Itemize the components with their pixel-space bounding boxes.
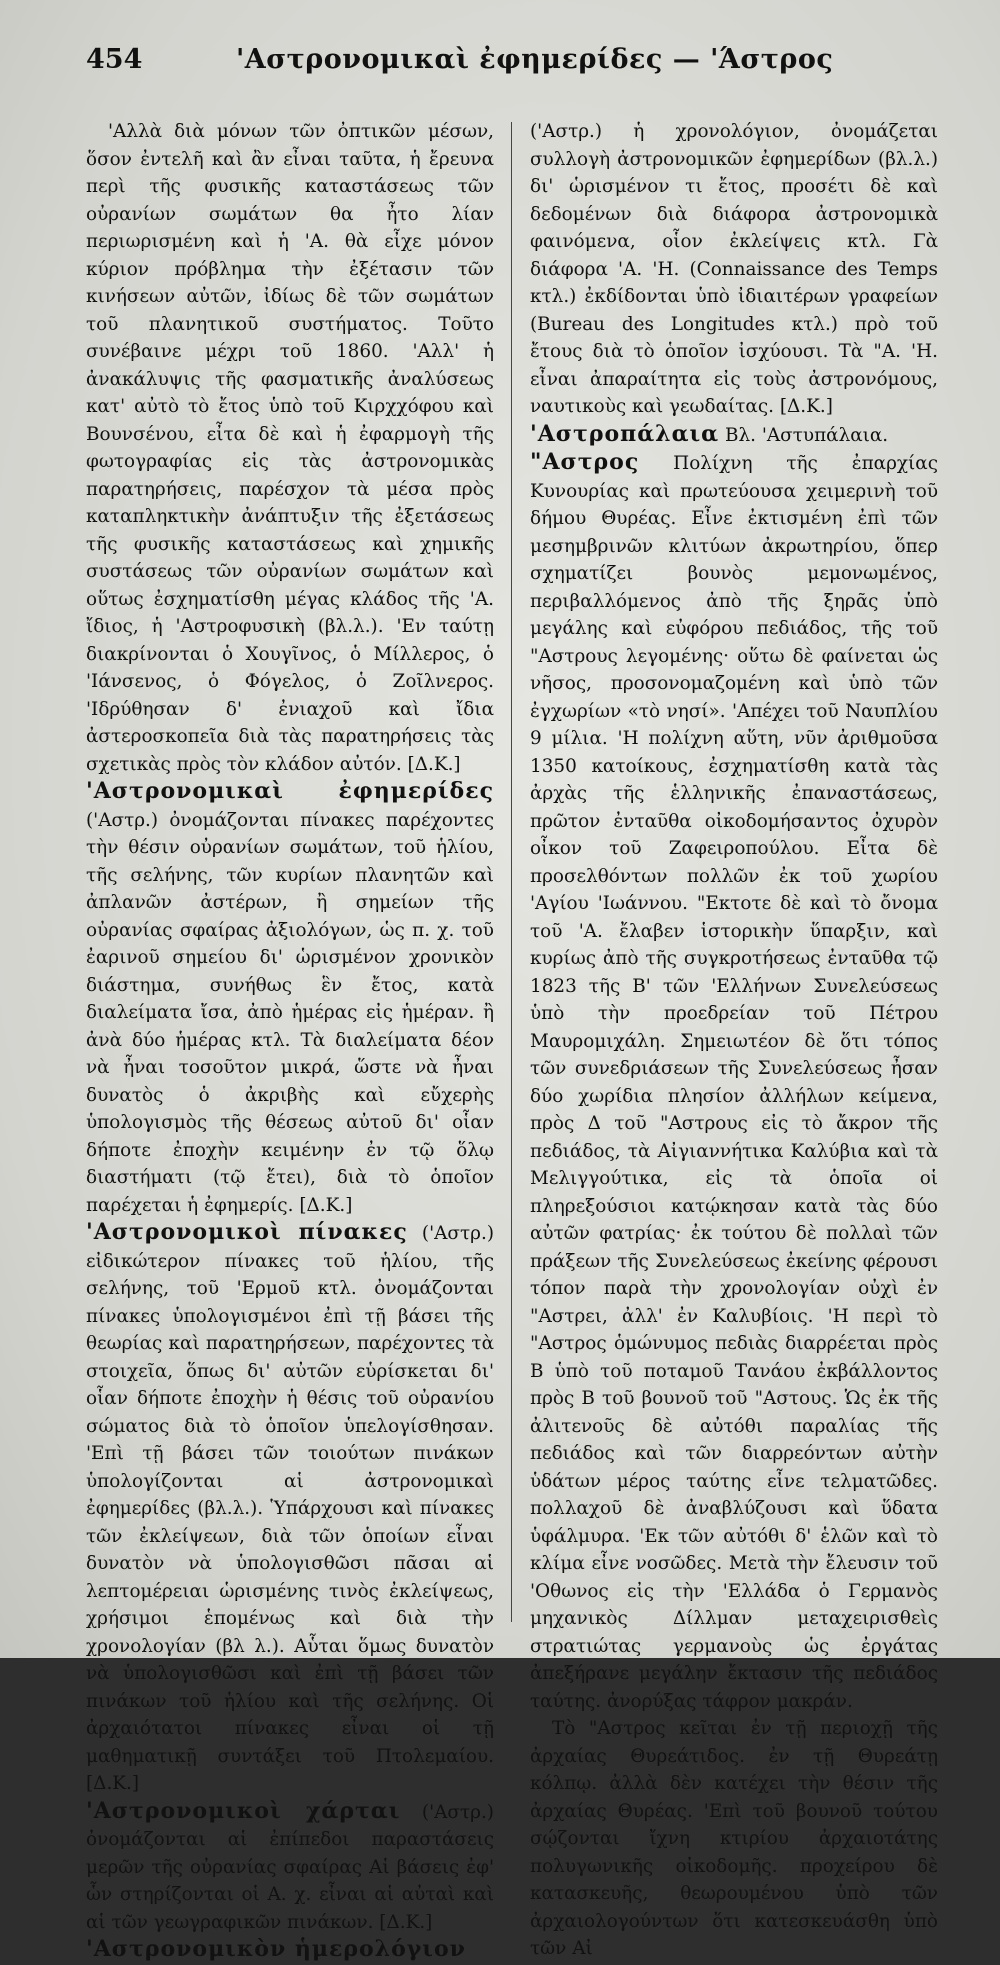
author-signature: [Δ.Κ.] [379, 1911, 433, 1933]
running-head: 'Αστρονομικαὶ ἐφημερίδες — 'Άστρος [236, 44, 834, 75]
entry-headword: 'Αστρονομικὸν ἡμερολόγιον [86, 1936, 466, 1962]
entry-text: Πολίχνη τῆς ἐπαρχίας Κυνουρίας καὶ πρωτεύουσα χειμερινὴ τοῦ δήμου Θυρέας. Εἶνε ἐκτισμένη ἐπὶ τῶν μεσημβρινῶν κλιτύων ἀκρωτηρίου, ὅπερ σχηματίζει βουνὸς μεμονωμένος, περιβαλλόμενος ἀπὸ τῆς ξηρᾶς ὑπὸ μεγάλης καὶ εὐφόρου πεδιάδος, τῆς τοῦ "Αστρους λεγομένης· οὕτω δὲ φαίνεται ὡς νῆσος, προσονομαζομένη καὶ ὑπὸ τῶν ἐγχωρίων «τὸ νησί». 'Απέχει τοῦ Ναυπλίου 9 μίλια. 'Η πολίχνη αὕτη, νῦν ἀριθμοῦσα 1350 κατοίκους, ἐσχηματίσθη κατὰ τὰς ἀρχὰς τῆς ἑλληνικῆς ἐπαναστάσεως, πρῶτον ἐνταῦθα οἰκοδομήσαντος ὀχυρὸν οἶκον τοῦ Ζαφειροπούλου. Εἶτα δὲ προσελθόντων πολλῶν ἐκ τοῦ χωρίου 'Αγίου 'Ιωάννου. "Εκτοτε δὲ καὶ τὸ ὄνομα τοῦ 'Α. ἔλαβεν ἱστορικὴν ὕπαρξιν, καὶ κυρίως ἀπὸ τῆς συγκροτήσεως ἐνταῦθα τῷ 1823 τῆς Β' τῶν 'Ελλήνων Συνελεύσεως ὑπὸ τὴν προεδρείαν τοῦ Πέτρου Μαυρομιχάλη. Σημειωτέον δὲ ὅτι τόπος τῶν συνεδριάσεων τῆς Συνελεύσεως ἦσαν δύο χωρίδια πλησίον ἀλλήλων κείμενα, πρὸς Δ τοῦ "Αστρους εἰς τὸ ἄκρον τῆς πεδιάδος, τὰ Αἰγιαννήτικα Καλύβια καὶ τὰ Μελιγγούτικα, εἰς τὰ ὁποῖα οἱ πληρεξούσιοι κατῴκησαν κατὰ τὰς δύο αὐτῶν φατρίας· ἐκ τούτου δὲ πολλαὶ τῶν πράξεων τῆς Συνελεύσεως ἐκείνης φέρουσι τόπον παρὰ τὴν χρονολογίαν οὐχὶ ἐν "Αστρει, ἀλλ' ἐν Καλυβίοις. 'Η περὶ τὸ "Αστρος ὁμώνυμος πεδιὰς διαρρέεται πρὸς Β ὑπὸ τοῦ ποταμοῦ Τανάου ἐκβάλλοντος πρὸς Β τοῦ βουνοῦ τοῦ "Αστους. Ὡς ἐκ τῆς ἀλιτενοῦς δὲ αὐτόθι παραλίας τῆς πεδιάδος καὶ τῶν διαρρεόντων αὐτὴν ὑδάτων μέρος ταύτης εἶνε τελματῶδες. πολλαχοῦ δὲ ἀναβλύζουσι καὶ ὕδατα ὑφάλμυρα. 'Εκ τῶν αὐτόθι δ' ἑλῶν καὶ τὸ κλίμα εἶνε νοσῶδες. Μετὰ τὴν ἔλευσιν τοῦ 'Οθωνος εἰς τὴν 'Ελλάδα ὁ Γερμανὸς μηχανικὸς Δίλλμαν μεταχειρισθεὶς στρατιώτας γερμανοὺς ὡς ἐργάτας ἀπεξήρανε μεγάλην ἔκτασιν τῆς πεδιάδος ταύτης. ἀνορύξας τάφρον μακράν. [530, 453, 938, 1712]
author-signature: [Δ.Κ.] [407, 753, 461, 775]
paragraph-text: Τὸ "Αστρος κεῖται ἐν τῇ περιοχῇ τῆς ἀρχαίας Θυρεάτιδος. ἐν τῇ Θυρεάτῃ κόλπῳ. ἀλλὰ δὲν κατέχει τὴν θέσιν τῆς ἀρχαίας Θυρέας. 'Επὶ τοῦ βουνοῦ τούτου σῴζονται ἴχνη κτιρίου ἀρχαιοτάτης πολυγωνικῆς οἰκοδομῆς. προχείρου δὲ κατασκευῆς, θεωρουμένου ὑπὸ τῶν ἀρχαιολογούντων ὅτι κατεσκευάσθη ὑπὸ τῶν Αἰ [530, 1718, 938, 1959]
paragraph [530, 1715, 938, 1963]
entry-headword: 'Αστρονομικαὶ ἐφημερίδες [86, 778, 494, 804]
entry-astros [530, 449, 938, 1715]
page-header [86, 44, 934, 96]
entry-astronomikai-efimerides [86, 778, 494, 1219]
paragraph-text: 'Αλλὰ διὰ μόνων τῶν ὀπτικῶν μέσων, ὅσον ἐντελῆ καὶ ἂν εἶναι ταῦτα, ἡ ἔρευνα περὶ τῆς φυσικῆς καταστάσεως τῶν οὐρανίων σωμάτων θα ἦτο λίαν περιωρισμένη καὶ ἡ 'Α. θὰ εἶχε μόνον κύριον πρόβλημα τὴν ἐξέτασιν τῶν κινήσεων αὐτῶν, ἰδίως δὲ τῶν σωμάτων τοῦ πλανητικοῦ συστήματος. Τοῦτο συνέβαινε μέχρι τοῦ 1860. 'Αλλ' ἡ ἀνακάλυψις τῆς φασματικῆς ἀναλύσεως κατ' αὐτὸ τὸ ἔτος ὑπὸ τοῦ Κιρχχόφου καὶ Βουνσένου, εἶτα δὲ καὶ ἡ ἐφαρμογὴ τῆς φωτογραφίας εἰς τὰς ἀστρονομικὰς παρατηρήσεις, παρέσχον τὰ μέσα πρὸς καταπληκτικὴν ἀνάπτυξιν τῆς ἐξετάσεως τῆς φυσικῆς καταστάσεως καὶ χημικῆς συστάσεως τῶν οὐρανίων σωμάτων καὶ οὕτως ἐσχηματίσθη μέγας κλάδος τῆς 'Α. ἴδιος, ἡ 'Αστροφυσικὴ (βλ.λ.). 'Εν ταύτῃ διακρίνονται ὁ Χουγῖνος, ὁ Μίλλερος, ὁ 'Ιάνσενος, ὁ Φόγελος, ὁ Ζοῖλνερος. 'Ιδρύθησαν δ' ἐνιαχοῦ καὶ ἴδια ἀστεροσκοπεῖα διὰ τὰς παρατηρήσεις τὰς σχετικὰς πρὸς τὸν κλάδον αὐτόν. [86, 121, 494, 775]
entry-headword: 'Αστρονομικοὶ χάρται [86, 1797, 401, 1824]
entry-astronomikoi-pinakes [86, 1219, 494, 1798]
entry-continuation [530, 118, 938, 421]
entry-astronomikon-imerologion [86, 1936, 494, 1965]
author-signature: [Δ.Κ.] [86, 1773, 140, 1794]
column-divider [511, 122, 512, 1622]
right-column [530, 118, 938, 1959]
page-number: 454 [86, 44, 143, 75]
entry-text: ('Αστρ.) εἰδικώτερον πίνακες τοῦ ἡλίου, τῆς σελήνης, τοῦ 'Ερμοῦ κτλ. ὀνομάζονται πίνακες ὑπολογισμένοι ἐπὶ τῇ βάσει τῆς θεωρίας καὶ παρατηρήσεων, παρέχοντες τὰ στοιχεῖα, ὅπως δι' αὐτῶν εὑρίσκεται δι' οἷαν δήποτε ἐποχὴν ἡ θέσις τοῦ οὐρανίου σώματος διὰ τὸ ὁποῖον ὑπελογίσθησαν. 'Επὶ τῇ βάσει τῶν τοιούτων πινάκων ὑπολογίζονται αἱ ἀστρονομικαὶ ἐφημερίδες (βλ.λ.). Ὑπάρχουσι καὶ πίνακες τῶν ἐκλείψεων, διὰ τῶν ὁποίων εἶναι δυνατὸν νὰ ὑπολογισθῶσι πᾶσαι αἱ λεπτομέρειαι ὡρισμένης τινὸς ἐκλείψεως, χρήσιμοι ἑπομένως καὶ διὰ τὴν χρονολογίαν (βλ λ.). Αὗται ὅμως δυνατὸν νὰ ὑπολογισθῶσι καὶ ἐπὶ τῇ βάσει τῶν πινάκων τοῦ ἡλίου καὶ τῆς σελήνης. Οἱ ἀρχαιότατοι πίνακες εἶναι οἱ τῇ μαθηματικῇ συντάξει τοῦ Πτολεμαίου. [86, 1223, 494, 1767]
entry-astronomikoi-chartai [86, 1798, 494, 1937]
author-signature: [Δ.Κ.] [779, 396, 833, 417]
entry-headword: 'Αστροπάλαια [530, 420, 720, 447]
author-signature: [Δ.Κ.] [299, 1194, 353, 1216]
entry-text: ('Αστρ.) ὀνομάζονται πίνακες παρέχοντες τὴν θέσιν οὐρανίων σωμάτων, τοῦ ἡλίου, τῆς σελήνης, τῶν κυρίων πλανητῶν καὶ ἀπλανῶν ἀστέρων, ἢ σημείων τῆς οὐρανίας σφαίρας ἀξιολόγων, ὡς π. χ. τοῦ ἐαρινοῦ σημείου δι' ὡρισμένον χρονικὸν διάστημα, συνήθως ἓν ἔτος, κατὰ διαλείματα ἴσα, ἀπὸ ἡμέρας εἰς ἡμέραν. ἢ ἀνὰ δύο ἡμέρας κτλ. Τὰ διαλείματα δέον νὰ ἦναι τοσοῦτον μικρά, ὥστε νὰ ἦναι δυνατὸς ὁ ἀκριβὴς καὶ εὔχερὴς ὑπολογισμὸς τῆς θέσεως αὐτοῦ δι' οἷαν δήποτε ἐποχὴν κειμένην ἐν τῷ ὅλῳ διαστήματι (τῷ ἔτει), διὰ τὸ ὁποῖον παρέχεται ἡ ἐφημερίς. [86, 809, 494, 1216]
entry-astropalaia [530, 421, 938, 450]
entry-headword: "Αστρος [530, 449, 640, 475]
text-columns [86, 118, 938, 1962]
entry-text: ('Αστρ.) ὀνομάζονται αἱ ἐπίπεδοι παραστάσεις μερῶν τῆς οὐρανίας σφαίρας Αἱ βάσεις ἐφ' ὧν στηρίζονται οἱ Α. χ. εἶναι αἱ αὐταὶ καὶ αἱ τῶν γεωγραφικῶν πινάκων. [86, 1801, 494, 1933]
entry-text: ('Αστρ.) ἡ χρονολόγιον, ὀνομάζεται συλλογὴ ἀστρονομικῶν ἐφημερίδων (βλ.λ.) δι' ὡρισμένον τι ἔτος, προσέτι δὲ καὶ δεδομένων διὰ διάφορα ἀστρονομικὰ φαινόμενα, οἷον ἐκλείψεις κτλ. Γὰ διάφορα 'Α. 'Η. (Connaissance des Temps κτλ.) ἐκδίδονται ὑπὸ ἰδιαιτέρων γραφείων (Bureau des Longitudes κτλ.) πρὸ τοῦ ἔτους διὰ τὸ ὁποῖον ἰσχύουσι. Τὰ "Α. 'Η. εἶναι ἀπαραίτητα εἰς τοὺς ἀστρονόμους, ναυτικοὺς καὶ γεωδαίτας. [530, 121, 938, 417]
left-column [86, 118, 494, 1962]
entry-text: Βλ. 'Αστυπάλαια. [724, 424, 889, 446]
entry-headword: 'Αστρονομικοὶ πίνακες [86, 1219, 408, 1245]
paragraph [86, 118, 494, 778]
